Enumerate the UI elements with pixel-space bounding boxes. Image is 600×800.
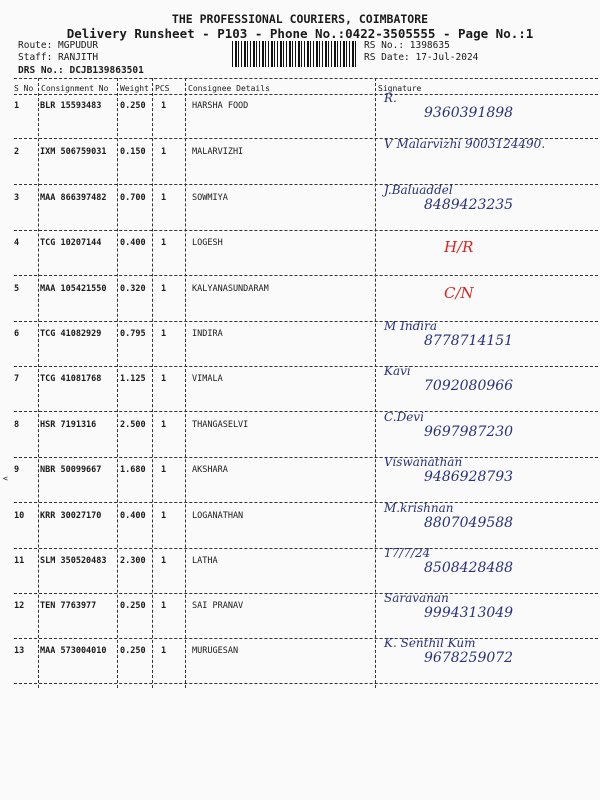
col-header-sno: S No [14, 84, 34, 93]
row-pcs: 1 [161, 193, 167, 203]
row-pcs: 1 [161, 511, 167, 521]
col-header-consignee: Consignee Details [188, 84, 270, 93]
handwritten-signature [384, 137, 594, 183]
row-weight: 0.400 [120, 511, 146, 521]
row-consignment-no: NBR 50099667 [40, 465, 102, 475]
signature-name: K. Senthil Kum [384, 636, 476, 650]
row-consignment-no: IXM 506759031 [40, 147, 107, 157]
row-weight: 1.680 [120, 465, 146, 475]
row-consignee: HARSHA FOOD [192, 101, 249, 111]
signature-name: Kavi [384, 364, 411, 378]
signature-phone: 9360391898 [424, 105, 514, 121]
row-pcs: 1 [161, 101, 167, 111]
margin-tick: < [3, 474, 8, 483]
col-header-weight: Weight [120, 84, 149, 93]
rs-date: RS Date: 17-Jul-2024 [364, 52, 479, 63]
signature-name: 17/7/24 [384, 546, 431, 560]
row-weight: 0.150 [120, 147, 146, 157]
signature-phone: 9486928793 [424, 469, 514, 485]
handwritten-signature [384, 228, 594, 274]
row-pcs: 1 [161, 147, 167, 157]
row-consignment-no: MAA 866397482 [40, 193, 107, 203]
staff-label: Staff: RANJITH [18, 52, 99, 63]
row-consignment-no: TEN 7763977 [40, 601, 97, 611]
row-sno: 12 [14, 601, 25, 611]
row-weight: 0.400 [120, 238, 146, 248]
row-pcs: 1 [161, 556, 167, 566]
company-title: THE PROFESSIONAL COURIERS, COIMBATORE [171, 12, 429, 26]
row-sno: 5 [14, 284, 20, 294]
row-sno: 2 [14, 147, 20, 157]
row-weight: 2.300 [120, 556, 146, 566]
row-consignee: VIMALA [192, 374, 223, 384]
row-sno: 9 [14, 465, 20, 475]
row-consignee: KALYANASUNDARAM [192, 284, 269, 294]
row-consignee: AKSHARA [192, 465, 228, 475]
col-header-pcs: PCS [155, 84, 170, 93]
barcode [232, 41, 356, 67]
signature-phone: 8489423235 [424, 197, 514, 213]
signature-phone: 9697987230 [424, 424, 514, 440]
row-weight: 0.250 [120, 101, 146, 111]
row-consignee: SAI PRANAV [192, 601, 244, 611]
row-consignee: SOWMIYA [192, 193, 228, 203]
col-header-consignment: Consignment No [41, 84, 109, 93]
signature-name: Viswanathan [384, 455, 463, 469]
row-pcs: 1 [161, 284, 167, 294]
row-weight: 0.320 [120, 284, 146, 294]
row-weight: 0.795 [120, 329, 146, 339]
header-top-rule [14, 78, 598, 79]
handwritten-signature [384, 501, 594, 547]
signature-phone: 9994313049 [424, 605, 514, 621]
signature-name: Saravanan [384, 591, 449, 605]
row-weight: 2.500 [120, 420, 146, 430]
row-consignment-no: HSR 7191316 [40, 420, 97, 430]
handwritten-signature [384, 636, 594, 682]
handwritten-signature [384, 591, 594, 637]
row-weight: 0.250 [120, 601, 146, 611]
row-pcs: 1 [161, 238, 167, 248]
signature-phone: H/R [444, 238, 474, 256]
row-pcs: 1 [161, 465, 167, 475]
row-pcs: 1 [161, 601, 167, 611]
signature-phone: 8807049588 [424, 515, 514, 531]
row-consignment-no: BLR 15593483 [40, 101, 102, 111]
row-consignment-no: MAA 573004010 [40, 646, 107, 656]
row-divider [14, 683, 598, 684]
handwritten-signature [384, 410, 594, 456]
row-sno: 8 [14, 420, 20, 430]
row-consignment-no: TCG 10207144 [40, 238, 102, 248]
row-consignee: THANGASELVI [192, 420, 249, 430]
row-pcs: 1 [161, 646, 167, 656]
row-consignee: MALARVIZHI [192, 147, 244, 157]
row-sno: 1 [14, 101, 20, 111]
row-sno: 13 [14, 646, 25, 656]
row-sno: 4 [14, 238, 20, 248]
signature-phone: 8508428488 [424, 560, 514, 576]
row-sno: 7 [14, 374, 20, 384]
row-consignee: LOGANATHAN [192, 511, 244, 521]
signature-phone: 8778714151 [424, 333, 514, 349]
col-header-signature: Signature [378, 84, 422, 93]
row-pcs: 1 [161, 420, 167, 430]
row-consignment-no: TCG 41081768 [40, 374, 102, 384]
signature-phone: 9678259072 [424, 650, 514, 666]
row-consignment-no: SLM 350520483 [40, 556, 107, 566]
signature-name: V Malarvizhi 9003124490. [384, 137, 546, 151]
row-sno: 6 [14, 329, 20, 339]
row-consignee: INDIRA [192, 329, 223, 339]
signature-name: M Indira [384, 319, 437, 333]
table-row [0, 636, 600, 690]
signature-name: M.krishnan [384, 501, 454, 515]
runsheet-subtitle: Delivery Runsheet - P103 - Phone No.:0422-3505555 - Page No.:1 [66, 26, 534, 41]
handwritten-signature [384, 91, 594, 137]
row-weight: 1.125 [120, 374, 146, 384]
signature-phone: C/N [444, 284, 474, 302]
row-weight: 0.700 [120, 193, 146, 203]
rs-number: RS No.: 1398635 [364, 40, 450, 51]
row-sno: 10 [14, 511, 25, 521]
route-label: Route: MGPUDUR [18, 40, 99, 51]
row-consignee: LATHA [192, 556, 218, 566]
handwritten-signature [384, 319, 594, 365]
drs-number: DRS No.: DCJB139863501 [18, 65, 144, 76]
row-sno: 11 [14, 556, 25, 566]
row-consignment-no: MAA 105421550 [40, 284, 107, 294]
handwritten-signature [384, 183, 594, 229]
signature-phone: 7092080966 [424, 378, 514, 394]
signature-name: C.Devi [384, 410, 424, 424]
row-consignee: MURUGESAN [192, 646, 239, 656]
row-consignment-no: TCG 41082929 [40, 329, 102, 339]
handwritten-signature [384, 364, 594, 410]
row-pcs: 1 [161, 329, 167, 339]
handwritten-signature [384, 274, 594, 320]
row-consignee: LOGESH [192, 238, 223, 248]
row-weight: 0.250 [120, 646, 146, 656]
signature-name: R. [384, 91, 397, 105]
row-consignment-no: KRR 30027170 [40, 511, 102, 521]
row-sno: 3 [14, 193, 20, 203]
signature-name: J.Baluaddel [384, 183, 453, 197]
handwritten-signature [384, 455, 594, 501]
handwritten-signature [384, 546, 594, 592]
row-pcs: 1 [161, 374, 167, 384]
